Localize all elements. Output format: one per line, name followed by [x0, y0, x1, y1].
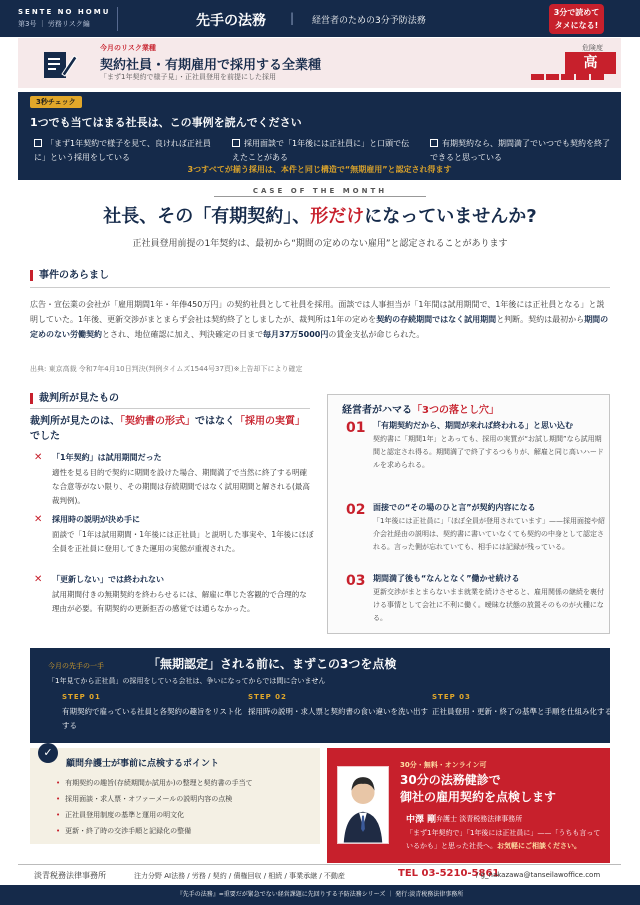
- footer-firm: 淡青税務法律事務所: [34, 871, 106, 880]
- checkbox-icon[interactable]: [232, 139, 240, 147]
- list-item: • 採用面談・求人票・オファーメールの説明内容の点検: [56, 794, 232, 804]
- case-rule: [214, 196, 426, 197]
- first-move-tag: 今月の先手の一手: [48, 662, 104, 670]
- quick-check-note: 3つすべてが揃う採用は、本件と同じ構造で“無期雇用”と認定され得ます: [187, 165, 452, 174]
- lawyer-role: 弁護士 淡青税務法律事務所: [436, 815, 523, 823]
- headline: 社長、その「有期契約」、形だけになっていませんか?: [103, 206, 537, 227]
- step-item: STEP 02 採用時の説明・求人票と契約書の食い違いを洗い出す: [248, 693, 428, 716]
- court-point: ✕ 採用時の説明が決め手に 面談で「1年は試用期間・1年後には正社員」と説明した事実や、1年後にほぼ全員を正社員に登用してきた運用の実態が重視された。: [34, 514, 314, 553]
- divider: [30, 287, 610, 288]
- footer-practice-areas: 注力分野 AI法務 / 労務 / 契約 / 債権回収 / 相続 / 事業承継 / 不動産: [134, 872, 345, 880]
- brand-en: SENTE NO HOMU: [18, 8, 111, 16]
- trap-item: 03 期間満了後も“なんとなく”働かせ続ける 更新交渉がまとまらないまま就業を続けさせると、雇用関係の継続を裏付ける事情として会社に不利に働く。曖昧な状態の放置そのものが火種になる。: [346, 573, 604, 622]
- risk-subtitle: 「まず1年契約で様子見」・正社員登用を前提にした採用: [100, 73, 276, 81]
- overview-text: 広告・宣伝業の会社が「雇用期間1年・年俸450万円」の契約社員として社員を採用。面談では人事担当が「1年間は試用期間で、1年後には正社員となる」と説明していた。1年後、更新交渉がまとまらず会社は契約終了としましたが、裁判所は1年の定めを契約の存続期間ではなく試用期間と判断。契約は最初から期間の定めのない労働契約とされ、地位確認に加え、判決確定の日まで毎月37万5000円の賃金支払が命じられた。: [30, 300, 609, 339]
- bottom-bar: 『先手の法務』=重要だが緊急でない経営課題に先回りする予防法務シリーズ ｜ 発行:淡青税務法律事務所: [0, 885, 640, 905]
- danger-value: 高: [565, 52, 616, 74]
- trap-item: 02 面接での“その場のひと言”が契約内容になる 「1年後には正社員に」「ほぼ全員が登用されています」——採用面接や紹介会社経由の説明は、契約書に書いていなくても契約の中身として認定される。言った側が忘れていても、相手には記録が残っている。: [346, 502, 605, 551]
- list-item: • 正社員登用制度の基準と運用の明文化: [56, 810, 184, 820]
- phone-link[interactable]: TEL 03-5210-5861: [398, 868, 500, 879]
- check-item[interactable]: 「まず1年契約で様子を見て、良ければ正社員に」という採用をしている: [34, 139, 211, 162]
- danger-segment: [591, 74, 604, 80]
- footer-rule: [18, 864, 621, 865]
- danger-segment: [576, 74, 589, 80]
- court-point: ✕ 「更新しない」では終われない 試用期間付きの無期契約を終わらせるには、解雇に準じた客観的で合理的な理由が必要。有期契約の更新拒否の感覚では通らなかった。: [34, 574, 307, 613]
- risk-tag: 今月のリスク業種: [100, 44, 156, 52]
- step-item: STEP 01 有期契約で雇っている社員と各契約の趣旨をリスト化する: [62, 693, 242, 730]
- quick-check-question: 1つでも当てはまる社長は、この事例を読んでください: [30, 116, 302, 129]
- case-label: CASE OF THE MONTH: [0, 187, 640, 195]
- check-item[interactable]: 有期契約なら、期間満了でいつでも契約を終了できると思っている: [430, 139, 610, 162]
- contract-pen-icon: [42, 46, 78, 80]
- court-lead: 裁判所が見たのは、「契約書の形式」ではなく「採用の実質」でした: [30, 416, 305, 442]
- badge-line-1: 3分で読めて: [553, 8, 600, 17]
- list-item: • 更新・終了時の交渉手順と記録化の整備: [56, 826, 191, 836]
- traps-heading: 経営者がハマる「3つの落とし穴」: [342, 405, 499, 416]
- cross-icon: ✕: [34, 452, 43, 463]
- site-subtitle: 経営者のための3分予防法務: [312, 16, 426, 26]
- email-link[interactable]: / g_nakazawa@tanseilawoffice.com: [476, 871, 601, 879]
- danger-label: 危険度: [582, 44, 603, 52]
- danger-meter: [531, 74, 604, 80]
- trap-item: 01 「有期契約だから、期間が来れば終われる」と思い込む 契約書に「期間1年」とあっても、採用の実質が“お試し期間”なら試用期間と認定され得る。期間満了で終了するつもりが、解雇と同じ高いハードルを求められる。: [346, 420, 604, 469]
- subheadline: 正社員登用前提の1年契約は、最初から“期間の定めのない雇用”と認定されることがあります: [132, 239, 508, 249]
- court-heading: 裁判所が見たもの: [30, 393, 119, 404]
- checkbox-icon[interactable]: [430, 139, 438, 147]
- check-icon: ✓: [38, 743, 58, 763]
- cta-tag: 30分・無料・オンライン可: [400, 761, 487, 769]
- check-item[interactable]: 採用面談で「1年後には正社員に」と口頭で伝えたことがある: [232, 139, 410, 162]
- court-point: ✕ 「1年契約」は試用期間だった 適性を見る目的で契約に期間を設けた場合、期間満了で当然に終了する明確な合意等がない限り、その期間は存続期間ではなく試用期間と解される(最高裁判例)。: [34, 452, 310, 505]
- brand-issue: 第3号 ｜ 労務リスク編: [18, 20, 90, 28]
- lawyer-portrait: [337, 766, 389, 844]
- cta-title: 30分の法務健診で 御社の雇用契約を点検します: [400, 773, 557, 804]
- danger-segment: [531, 74, 544, 80]
- danger-segment: [546, 74, 559, 80]
- quick-check-tag: 3秒チェック: [30, 96, 82, 108]
- read-badge: [549, 4, 604, 34]
- step-item: STEP 03 正社員登用・更新・終了の基準と手順を仕組み化する: [432, 693, 612, 716]
- danger-segment: [561, 74, 574, 80]
- risk-title: 契約社員・有期雇用で採用する全業種: [100, 58, 322, 73]
- first-move-title: 「無期認定」される前に、まずこの3つを点検: [148, 657, 397, 671]
- source-citation: 出典: 東京高裁 令和7年4月10日判決(判例タイムズ1544号37頁)※上告却下により確定: [30, 365, 303, 373]
- header-divider: [117, 7, 118, 31]
- cross-icon: ✕: [34, 574, 43, 585]
- points-heading: 顧問弁護士が事前に点検するポイント: [66, 759, 220, 769]
- checkbox-icon[interactable]: [34, 139, 42, 147]
- site-title: 先手の法務: [196, 13, 266, 29]
- badge-line-2: タメになる!: [554, 21, 599, 30]
- divider: [30, 408, 310, 409]
- list-item: • 有期契約の趣旨(存続期間か試用か)の整理と契約書の手当て: [56, 778, 253, 788]
- overview-heading: 事件のあらまし: [30, 270, 109, 281]
- first-move-subtitle: 「1年見てから正社員」の採用をしている会社は、争いになってからでは間に合いません: [48, 677, 326, 685]
- cross-icon: ✕: [34, 514, 43, 525]
- lawyer-name: 中澤 剛: [406, 815, 437, 825]
- lawyer-quote: 「まず1年契約で」「1年後には正社員に」——「うちも言っているかも」と思った社長へ。お気軽にご相談ください。: [406, 829, 601, 850]
- header-separator: |: [290, 11, 295, 25]
